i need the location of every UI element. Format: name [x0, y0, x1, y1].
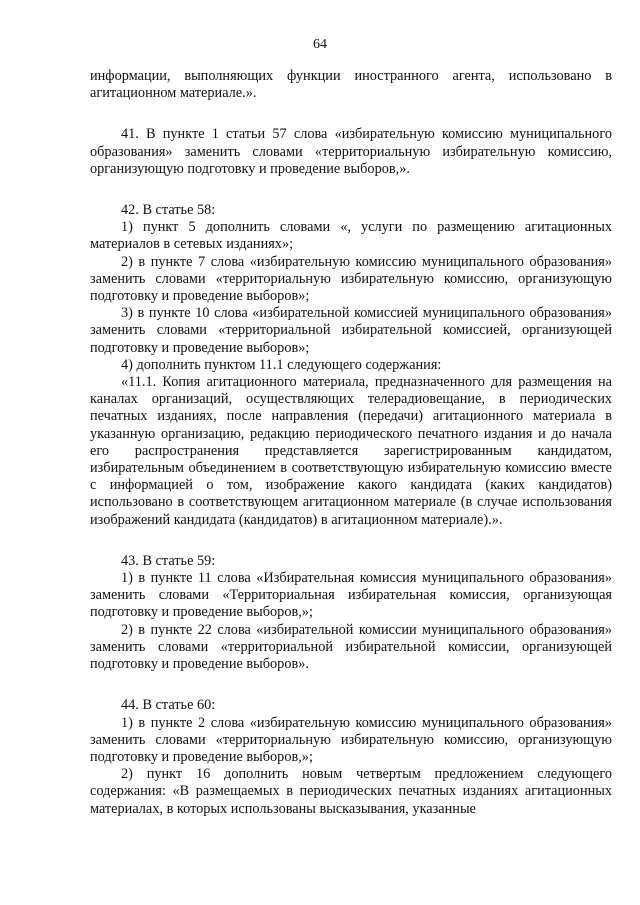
paragraph-spacer — [90, 102, 612, 126]
paragraph: 2) в пункте 22 слова «избирательной комиссии муниципального образования» заменить словами «территориальной избирательной комиссии, организующей подготовку и проведение выборов». — [90, 621, 612, 673]
paragraph: 2) пункт 16 дополнить новым четвертым предложением следующего содержания: «В размещаемых в периодических печатных изданиях агитационных материалах, в которых использованы высказывания, указанные — [90, 766, 612, 817]
paragraph: 44. В статье 60: — [121, 697, 216, 714]
page-number: 64 — [313, 37, 327, 52]
paragraph: информации, выполняющих функции иностранного агента, использовано в агитационном материале.». — [90, 68, 612, 102]
paragraph-spacer — [90, 178, 612, 202]
paragraph: 43. В статье 59: — [121, 552, 216, 569]
paragraph: 1) в пункте 11 слова «Избирательная комиссия муниципального образования» заменить словами «Территориальная избирательная комиссия, организующая подготовку и проведение выборов,»; — [90, 570, 612, 621]
paragraph-spacer — [90, 529, 612, 553]
paragraph: 3) в пункте 10 слова «избирательной комиссией муниципального образования» заменить словами «территориальной избирательной комиссией, организующей подготовку и проведение выборов»; — [90, 305, 612, 356]
paragraph: 42. В статье 58: — [121, 202, 216, 219]
paragraph: 2) в пункте 7 слова «избирательную комиссию муниципального образования» заменить словами «территориальную избирательную комиссию, организующую подготовку и проведение выборов»; — [90, 253, 612, 305]
paragraph: «11.1. Копия агитационного материала, предназначенного для размещения на каналах организаций, осуществляющих телерадиовещание, в периодических печатных изданиях, после направления (передачи) агитационного материала в указанную организацию, редакцию периодического печатного издания и до начала его распространения представляется зарегистрированным кандидатом, избирательным объединением в соответствующую избирательную комиссию вместе с информацией о том, изображение какого кандидата (каких кандидатов) использовано в соответствующем агитационном материале (в случае использования изображений кандидата (кандидатов) в агитационном материале).». — [90, 374, 612, 528]
paragraph-spacer — [90, 673, 612, 697]
paragraph: 4) дополнить пунктом 11.1 следующего содержания: — [121, 356, 442, 373]
document-body — [90, 68, 612, 818]
paragraph: 41. В пункте 1 статьи 57 слова «избирательную комиссию муниципального образования» заменить словами «территориальную избирательную комиссию, организующую подготовку и проведение выборов,». — [90, 126, 612, 177]
paragraph: 1) в пункте 2 слова «избирательную комиссию муниципального образования» заменить словами «территориальную избирательную комиссию, организующую подготовку и проведение выборов,»; — [90, 714, 612, 765]
paragraph: 1) пункт 5 дополнить словами «, услуги по размещению агитационных материалов в сетевых изданиях»; — [90, 219, 612, 253]
